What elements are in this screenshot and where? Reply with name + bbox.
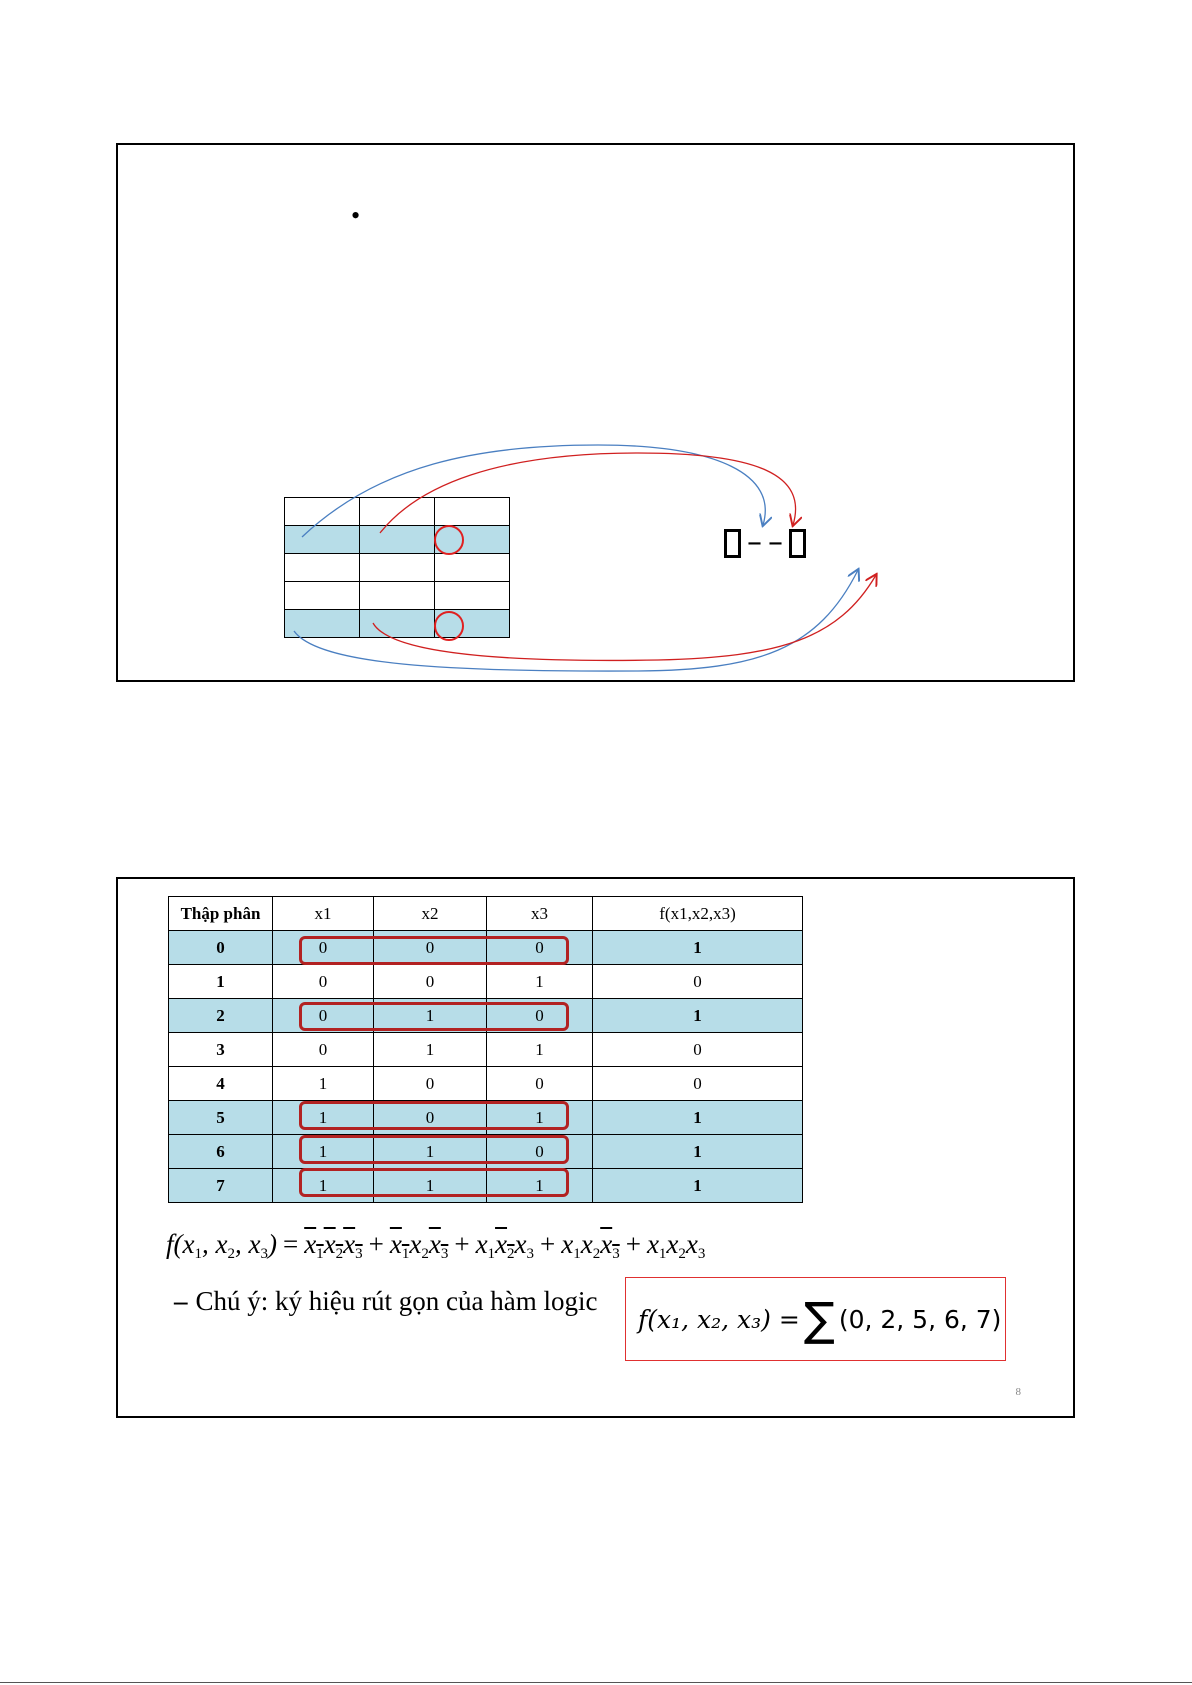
decimal-cell: 2 [169, 999, 273, 1033]
x1-cell: 0 [273, 931, 374, 965]
sop-equation: $f(x_1$, $x_2$, $x_3) = x_1x_2x_3 + x_1x_2x_3 + x_1x_2x_3 + x_1x_2x_3 + x_1x_2x_3$ [166, 1229, 706, 1262]
decimal-cell: 0 [169, 931, 273, 965]
minterm-box-0 [299, 936, 569, 965]
x2-cell: 0 [374, 965, 487, 999]
table-row [169, 1033, 803, 1067]
sum-formula-box [625, 1277, 1006, 1361]
decimal-cell: 7 [169, 1169, 273, 1203]
x1-cell: 0 [273, 1033, 374, 1067]
x3-cell: 0 [487, 1135, 593, 1169]
f-cell: 0 [593, 965, 803, 999]
table-row [285, 554, 510, 582]
minterm-box-6 [299, 1135, 569, 1164]
table-row [169, 1067, 803, 1101]
x2-cell: 1 [374, 999, 487, 1033]
sum-args: (0, 2, 5, 6, 7) [838, 1304, 1002, 1334]
minus-sign: – [747, 525, 762, 560]
table-row [285, 526, 510, 554]
x1-cell: 1 [273, 1169, 374, 1203]
decimal-cell: 4 [169, 1067, 273, 1101]
f-cell: 0 [593, 1033, 803, 1067]
table-header-row [169, 897, 803, 931]
x3-cell: 1 [487, 1033, 593, 1067]
decimal-cell: 1 [169, 965, 273, 999]
x2-cell: 0 [374, 1067, 487, 1101]
f-cell: 1 [593, 931, 803, 965]
x1-cell: 0 [273, 965, 374, 999]
missing-glyph-icon [789, 529, 806, 558]
header-f: f(x1,x2,x3) [593, 897, 803, 931]
header-x3: x3 [487, 897, 593, 931]
table-row [285, 610, 510, 638]
x2-cell: 0 [374, 1101, 487, 1135]
x3-cell: 1 [487, 965, 593, 999]
decimal-cell: 5 [169, 1101, 273, 1135]
bullet-dot: • [351, 201, 361, 230]
x3-cell: 1 [487, 1169, 593, 1203]
minterm-box-2 [299, 1002, 569, 1031]
x1-cell: 1 [273, 1067, 374, 1101]
sigma-symbol: ∑ [803, 1292, 835, 1346]
decimal-cell: 6 [169, 1135, 273, 1169]
annotation-arrows [118, 145, 1073, 680]
x2-cell: 1 [374, 1169, 487, 1203]
table-row [285, 582, 510, 610]
x3-cell: 1 [487, 1101, 593, 1135]
header-x2: x2 [374, 897, 487, 931]
header-decimal: Thập phân [169, 897, 273, 931]
x2-cell: 1 [374, 1135, 487, 1169]
page-bottom-divider [0, 1682, 1192, 1683]
table-row [169, 965, 803, 999]
f-cell: 0 [593, 1067, 803, 1101]
decimal-cell: 3 [169, 1033, 273, 1067]
sum-lhs: f(x₁, x₂, x₃) = [638, 1304, 800, 1334]
x2-cell: 0 [374, 931, 487, 965]
f-cell: 1 [593, 1101, 803, 1135]
f-cell: 1 [593, 1135, 803, 1169]
x3-cell: 0 [487, 931, 593, 965]
formula-placeholder [724, 525, 806, 560]
x3-cell: 0 [487, 1067, 593, 1101]
f-cell: 1 [593, 1169, 803, 1203]
header-x1: x1 [273, 897, 374, 931]
slide-2 [116, 877, 1075, 1418]
minus-sign: – [768, 525, 783, 560]
note-line [174, 1286, 597, 1317]
minterm-box-5 [299, 1101, 569, 1130]
mini-truth-table [284, 497, 510, 638]
note-dash: – [174, 1286, 188, 1316]
x1-cell: 0 [273, 999, 374, 1033]
x1-cell: 1 [273, 1101, 374, 1135]
slide-1 [116, 143, 1075, 682]
x2-cell: 1 [374, 1033, 487, 1067]
note-text: Chú ý: ký hiệu rút gọn của hàm logic [195, 1286, 598, 1316]
x1-cell: 1 [273, 1135, 374, 1169]
table-row [285, 498, 510, 526]
minterm-box-7 [299, 1168, 569, 1197]
x3-cell: 0 [487, 999, 593, 1033]
page-number: 8 [1015, 1386, 1021, 1398]
f-cell: 1 [593, 999, 803, 1033]
missing-glyph-icon [724, 529, 741, 558]
